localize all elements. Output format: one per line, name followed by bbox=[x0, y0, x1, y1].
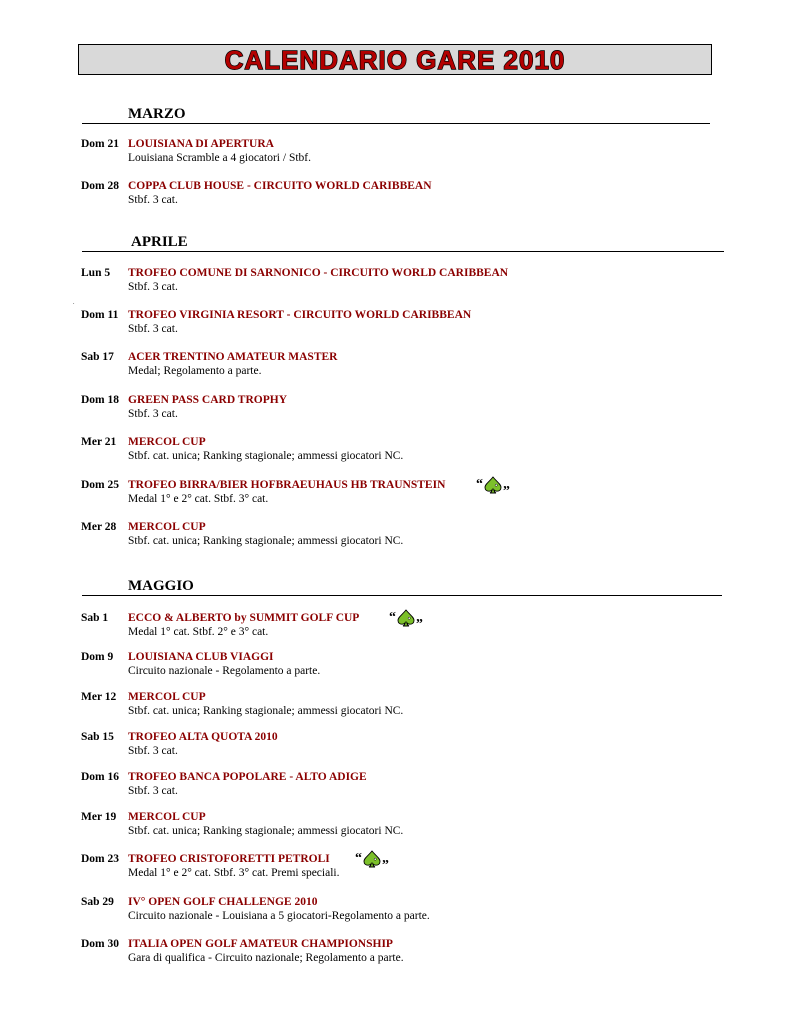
event-description: Medal 1° e 2° cat. Stbf. 3° cat. bbox=[128, 493, 269, 505]
event-row bbox=[0, 138, 791, 168]
event-description: Stbf. cat. unica; Ranking stagionale; ammessi giocatori NC. bbox=[128, 450, 404, 462]
month-divider bbox=[82, 123, 710, 124]
special-badge bbox=[355, 849, 389, 869]
spade-icon bbox=[396, 609, 416, 627]
event-row bbox=[0, 180, 791, 210]
badge-close-quote: „ bbox=[503, 477, 510, 492]
month-heading-maggio: MAGGIO bbox=[128, 578, 194, 594]
event-row bbox=[0, 731, 791, 761]
month-divider bbox=[82, 251, 724, 252]
badge-open-quote: “ bbox=[355, 851, 362, 866]
event-description: Stbf. 3 cat. bbox=[128, 323, 178, 335]
event-day: Sab 29 bbox=[81, 896, 114, 908]
event-day: Dom 21 bbox=[81, 138, 120, 150]
event-day: Dom 11 bbox=[81, 309, 119, 321]
event-name: GREEN PASS CARD TROPHY bbox=[128, 394, 287, 406]
event-name: ITALIA OPEN GOLF AMATEUR CHAMPIONSHIP bbox=[128, 938, 393, 950]
spade-icon bbox=[362, 850, 382, 868]
event-name: TROFEO ALTA QUOTA 2010 bbox=[128, 731, 278, 743]
page-title: CALENDARIO GARE 2010 bbox=[224, 45, 566, 75]
event-name: TROFEO COMUNE DI SARNONICO - CIRCUITO WORLD CARIBBEAN bbox=[128, 267, 509, 279]
special-badge bbox=[389, 608, 423, 628]
event-day: Mer 28 bbox=[81, 521, 117, 533]
event-description: Stbf. 3 cat. bbox=[128, 408, 178, 420]
event-row bbox=[0, 771, 791, 801]
event-name: ACER TRENTINO AMATEUR MASTER bbox=[128, 351, 338, 363]
event-description: Medal 1° cat. Stbf. 2° e 3° cat. bbox=[128, 626, 269, 638]
event-row bbox=[0, 811, 791, 841]
event-description: Medal; Regolamento a parte. bbox=[128, 365, 262, 377]
event-day: Dom 9 bbox=[81, 651, 114, 663]
event-description: Stbf. 3 cat. bbox=[128, 745, 178, 757]
event-row bbox=[0, 479, 791, 509]
event-row bbox=[0, 436, 791, 466]
event-row bbox=[0, 351, 791, 381]
event-description: Circuito nazionale - Louisiana a 5 giocatori-Regolamento a parte. bbox=[128, 910, 430, 922]
event-description: Stbf. 3 cat. bbox=[128, 281, 178, 293]
event-name: IV° OPEN GOLF CHALLENGE 2010 bbox=[128, 896, 318, 908]
event-row bbox=[0, 938, 791, 968]
event-day: Mer 12 bbox=[81, 691, 117, 703]
event-day: Dom 25 bbox=[81, 479, 120, 491]
event-day: Sab 15 bbox=[81, 731, 114, 743]
event-row bbox=[0, 394, 791, 424]
event-row bbox=[0, 896, 791, 926]
event-day: Mer 21 bbox=[81, 436, 117, 448]
event-day: Sab 17 bbox=[81, 351, 114, 363]
month-divider bbox=[82, 595, 722, 596]
event-row bbox=[0, 521, 791, 551]
event-description: Medal 1° e 2° cat. Stbf. 3° cat. Premi speciali. bbox=[128, 867, 340, 879]
event-description: Stbf. cat. unica; Ranking stagionale; ammessi giocatori NC. bbox=[128, 535, 404, 547]
event-name: LOUISIANA DI APERTURA bbox=[128, 138, 274, 150]
event-name: TROFEO BIRRA/BIER HOFBRAEUHAUS HB TRAUNSTEIN bbox=[128, 479, 446, 491]
event-name: LOUISIANA CLUB VIAGGI bbox=[128, 651, 274, 663]
event-row bbox=[0, 267, 791, 297]
event-description: Stbf. cat. unica; Ranking stagionale; ammessi giocatori NC. bbox=[128, 825, 404, 837]
event-day: Sab 1 bbox=[81, 612, 109, 624]
event-name: MERCOL CUP bbox=[128, 691, 206, 703]
event-row bbox=[0, 853, 791, 883]
badge-open-quote: “ bbox=[476, 477, 483, 492]
event-row bbox=[0, 651, 791, 681]
event-name: COPPA CLUB HOUSE - CIRCUITO WORLD CARIBBEAN bbox=[128, 180, 432, 192]
month-heading-aprile: APRILE bbox=[131, 234, 188, 250]
event-description: Stbf. cat. unica; Ranking stagionale; ammessi giocatori NC. bbox=[128, 705, 404, 717]
event-name: MERCOL CUP bbox=[128, 521, 206, 533]
stray-dot: . bbox=[73, 300, 75, 306]
event-row bbox=[0, 691, 791, 721]
title-box bbox=[78, 44, 712, 75]
event-description: Louisiana Scramble a 4 giocatori / Stbf. bbox=[128, 152, 311, 164]
event-day: Lun 5 bbox=[81, 267, 111, 279]
event-name: TROFEO CRISTOFORETTI PETROLI bbox=[128, 853, 330, 865]
month-heading-marzo: MARZO bbox=[128, 106, 186, 122]
event-day: Dom 23 bbox=[81, 853, 120, 865]
badge-close-quote: „ bbox=[382, 851, 389, 866]
event-day: Dom 28 bbox=[81, 180, 120, 192]
event-day: Dom 18 bbox=[81, 394, 120, 406]
event-row bbox=[0, 612, 791, 642]
badge-open-quote: “ bbox=[389, 610, 396, 625]
badge-close-quote: „ bbox=[416, 610, 423, 625]
event-description: Stbf. 3 cat. bbox=[128, 785, 178, 797]
event-name: MERCOL CUP bbox=[128, 436, 206, 448]
event-day: Mer 19 bbox=[81, 811, 117, 823]
event-day: Dom 30 bbox=[81, 938, 120, 950]
event-name: MERCOL CUP bbox=[128, 811, 206, 823]
event-description: Gara di qualifica - Circuito nazionale; Regolamento a parte. bbox=[128, 952, 404, 964]
event-name: TROFEO VIRGINIA RESORT - CIRCUITO WORLD CARIBBEAN bbox=[128, 309, 472, 321]
special-badge bbox=[476, 475, 510, 495]
spade-icon bbox=[483, 476, 503, 494]
event-name: ECCO & ALBERTO by SUMMIT GOLF CUP bbox=[128, 612, 360, 624]
event-row bbox=[0, 309, 791, 339]
event-name: TROFEO BANCA POPOLARE - ALTO ADIGE bbox=[128, 771, 367, 783]
event-day: Dom 16 bbox=[81, 771, 120, 783]
event-description: Circuito nazionale - Regolamento a parte. bbox=[128, 665, 321, 677]
event-description: Stbf. 3 cat. bbox=[128, 194, 178, 206]
